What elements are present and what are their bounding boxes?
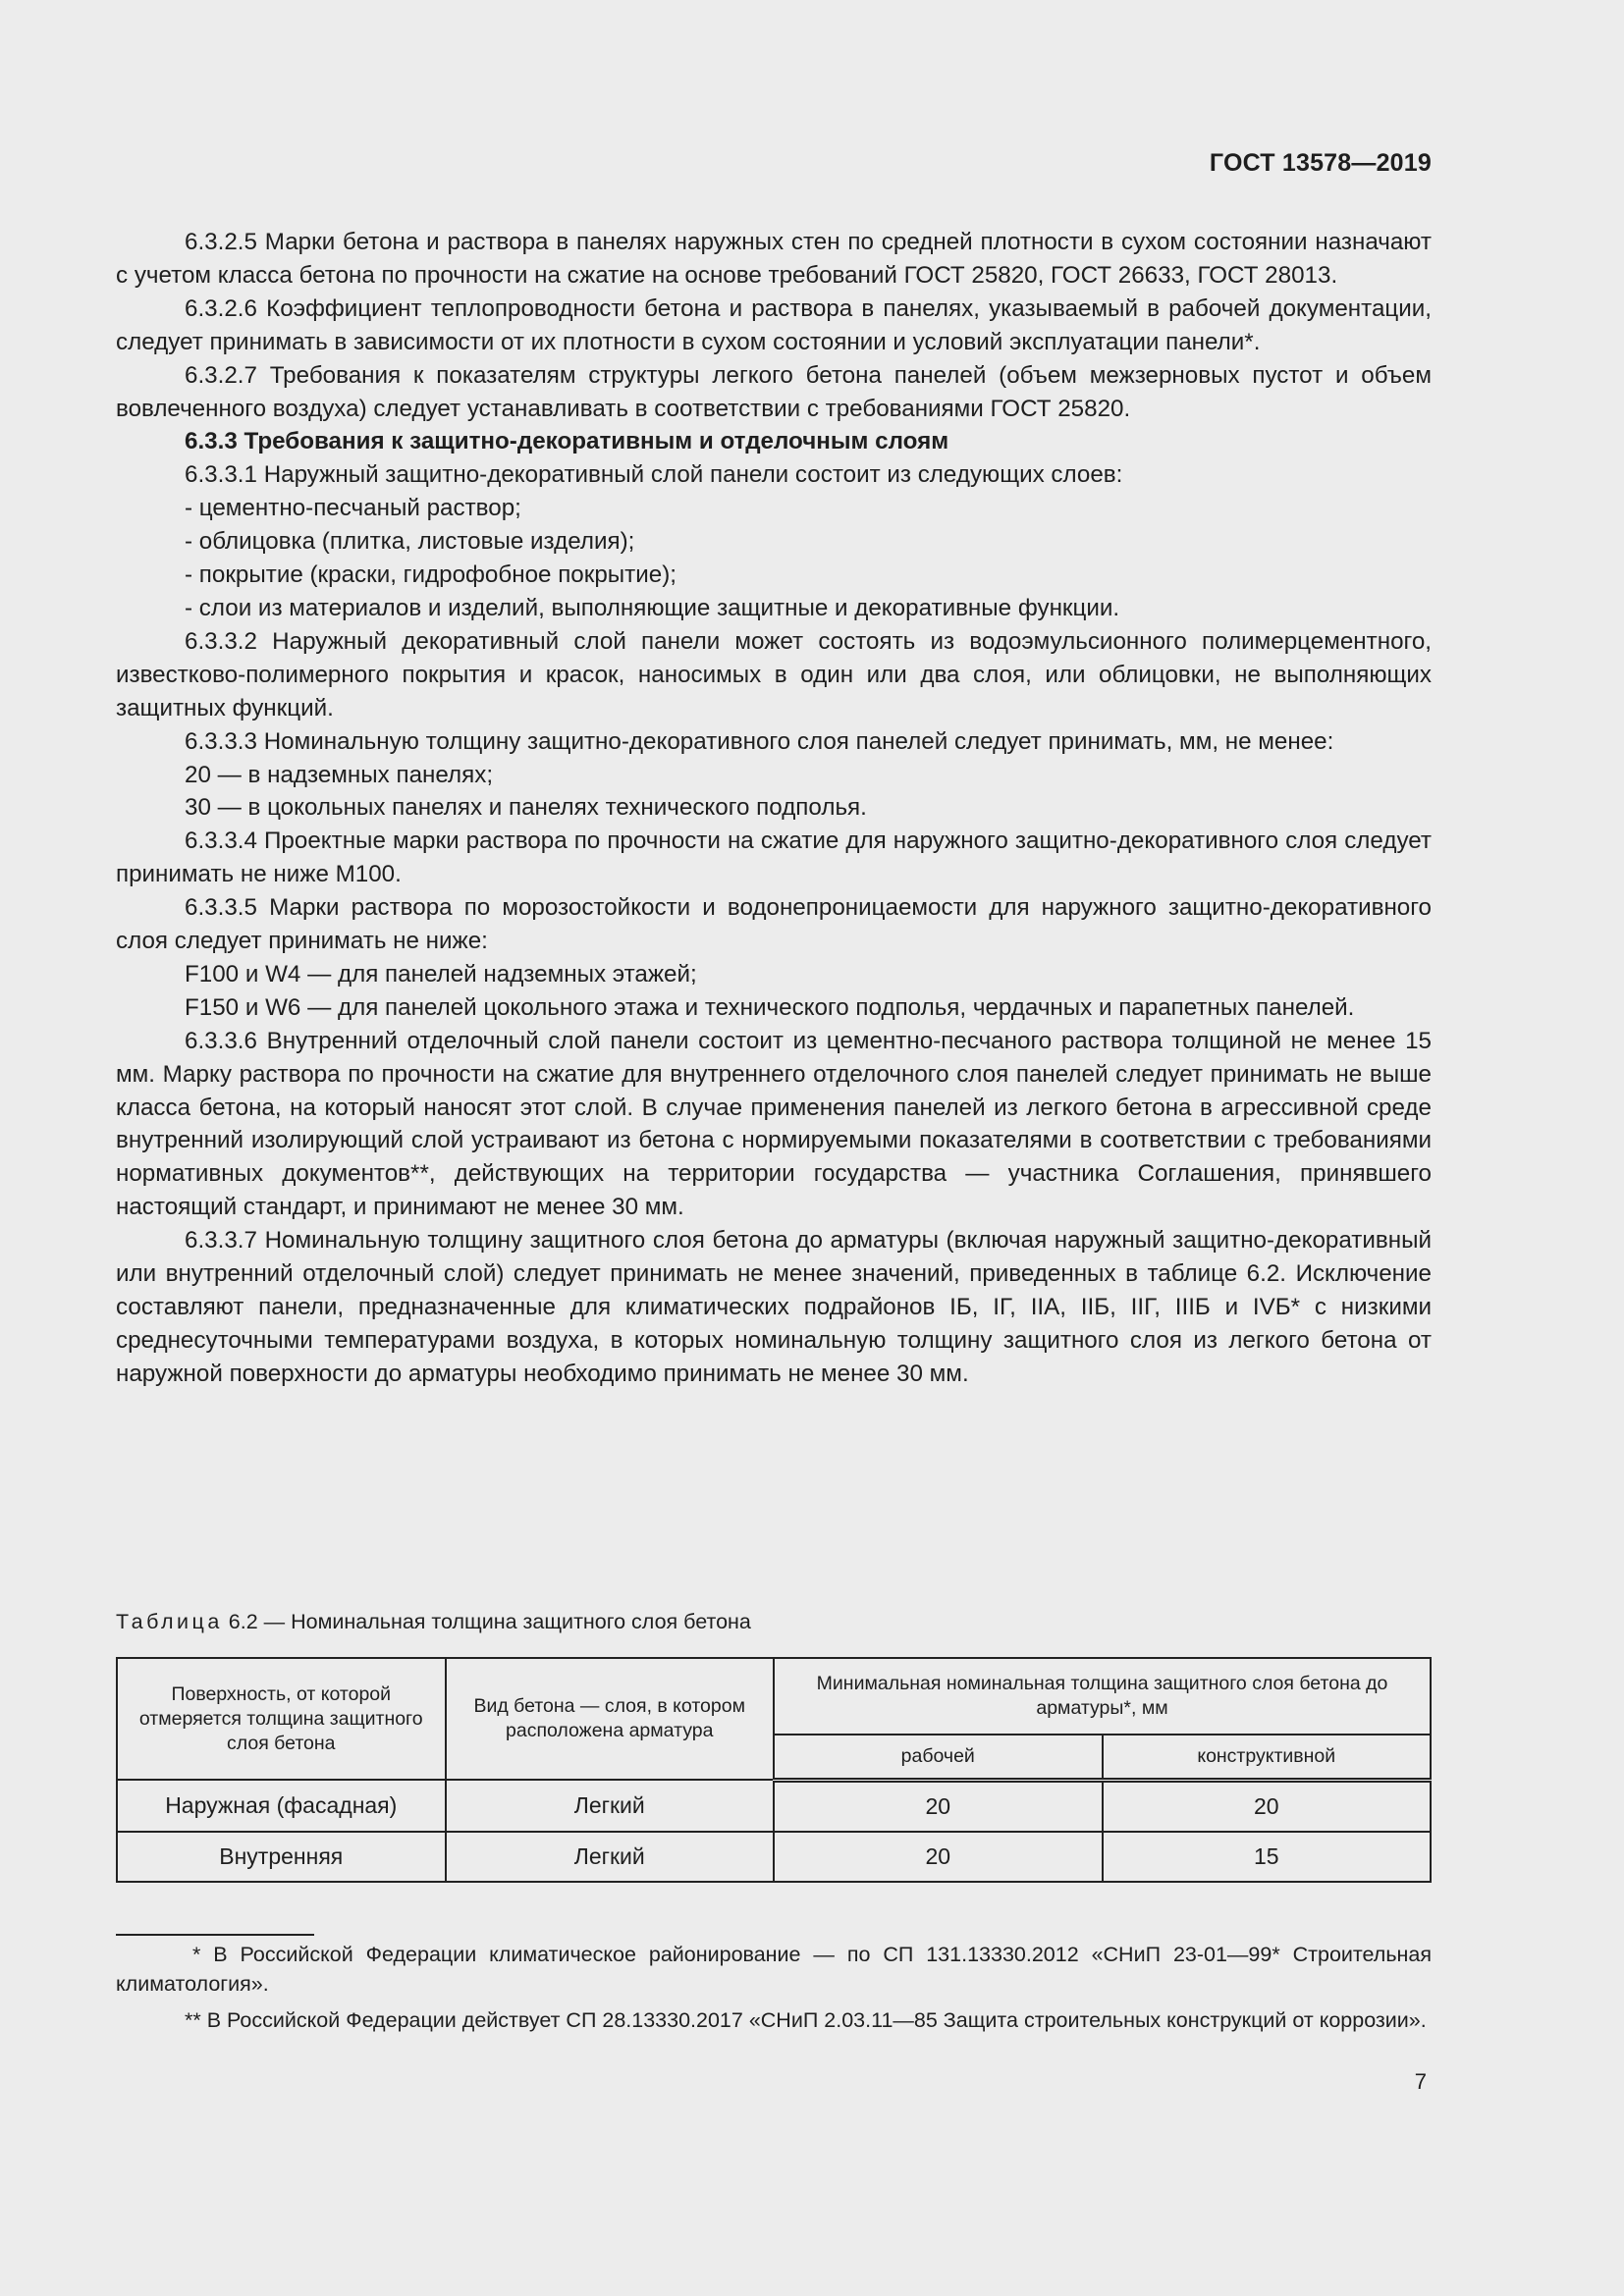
section-heading-6-3-3: 6.3.3 Требования к защитно-декоративным и отделочным слоям xyxy=(185,428,949,455)
table-row xyxy=(117,1780,1431,1832)
paragraph-6-3-3-6: 6.3.3.6 Внутренний отделочный слой панели состоит из цементно-песчаного раствора толщиной не менее 15 мм. Марку раствора по прочности на сжатие для внутреннего отделочного слоя панелей следует принимать не выше класса бетона, на который наносят этот слой. В случае применения панелей из легкого бетона в агрессивной среде внутренний изолирующий слой устраивают из бетона с нормируемыми показателями в соответствии с требованиями нормативных документов**, действующих на территории государства — участника Соглашения, принявшего настоящий стандарт, и принимают не менее 30 мм. xyxy=(116,1027,1432,1221)
paragraph-6-3-3-2: 6.3.3.2 Наружный декоративный слой панели может состоять из водоэмульсионного полимерцементного, известково-полимерного покрытия и красок, наносимых в один или два слоя, или облицовки, не выполняющих защитных функций. xyxy=(116,627,1432,721)
cell-structural: 20 xyxy=(1103,1780,1432,1832)
body-text xyxy=(116,226,1432,1391)
header-min-thickness: Минимальная номинальная толщина защитного слоя бетона до арматуры*, мм xyxy=(774,1658,1431,1735)
footnotes xyxy=(116,1940,1432,2042)
list-item: - покрытие (краски, гидрофобное покрытие); xyxy=(185,561,677,589)
document-code: ГОСТ 13578—2019 xyxy=(1209,149,1432,177)
footnote-2-text: ** В Российской Федерации действует СП 28.13330.2017 «СНиП 2.03.11—85 Защита строительных конструкций от коррозии». xyxy=(185,2008,1427,2032)
paragraph-6-3-2-7: 6.3.2.7 Требования к показателям структуры легкого бетона панелей (объем межзерновых пустот и объем вовлеченного воздуха) следует устанавливать в соответствии с требованиями ГОСТ 25820. xyxy=(116,361,1432,422)
list-item: - цементно-песчаный раствор; xyxy=(185,495,521,522)
list-item: 30 — в цокольных панелях и панелях технического подполья. xyxy=(185,794,867,822)
header-concrete-type: Вид бетона — слоя, в котором расположена арматура xyxy=(446,1658,775,1780)
table-caption-text: 6.2 — Номинальная толщина защитного слоя бетона xyxy=(222,1610,751,1633)
paragraph-6-3-2-6: 6.3.2.6 Коэффициент теплопроводности бетона и раствора в панелях, указываемый в рабочей документации, следует принимать в зависимости от их плотности в сухом состоянии и условий эксплуатации панели*. xyxy=(116,294,1432,355)
list-item: - облицовка (плитка, листовые изделия); xyxy=(185,528,635,556)
paragraph-6-3-3-3: 6.3.3.3 Номинальную толщину защитно-декоративного слоя панелей следует принимать, мм, не менее: xyxy=(185,727,1334,755)
list-item: F150 и W6 — для панелей цокольного этажа и технического подполья, чердачных и парапетных панелей. xyxy=(185,993,1355,1021)
table-caption-label: Таблица xyxy=(116,1610,223,1633)
page-number: 7 xyxy=(1414,2069,1427,2094)
paragraph-6-3-3-4: 6.3.3.4 Проектные марки раствора по прочности на сжатие для наружного защитно-декоративного слоя следует принимать не ниже М100. xyxy=(116,828,1432,888)
footnote-1 xyxy=(116,1940,1432,1999)
list-item: - слои из материалов и изделий, выполняющие защитные и декоративные функции. xyxy=(185,594,1120,621)
cell-concrete: Легкий xyxy=(446,1780,775,1832)
header-structural: конструктивной xyxy=(1103,1735,1432,1780)
paragraph-6-3-3-1: 6.3.3.1 Наружный защитно-декоративный слой панели состоит из следующих слоев: xyxy=(185,461,1123,489)
list-item: F100 и W4 — для панелей надземных этажей; xyxy=(185,960,697,988)
cell-surface: Наружная (фасадная) xyxy=(117,1780,446,1832)
footnote-1-text: * В Российской Федерации климатическое районирование — по СП 131.13330.2012 «СНиП 23-01—99* Строительная климатология». xyxy=(116,1943,1432,1996)
table-row xyxy=(117,1832,1431,1882)
cell-surface: Внутренняя xyxy=(117,1832,446,1882)
list-item: 20 — в надземных панелях; xyxy=(185,761,494,788)
paragraph-6-3-2-5: 6.3.2.5 Марки бетона и раствора в панелях наружных стен по средней плотности в сухом состоянии назначают с учетом класса бетона по прочности на сжатие на основе требований ГОСТ 25820, ГОСТ 26633, ГОСТ 28013. xyxy=(116,229,1432,289)
header-working: рабочей xyxy=(774,1735,1103,1780)
footnote-2 xyxy=(116,2005,1432,2035)
cell-concrete: Легкий xyxy=(446,1832,775,1882)
paragraph-6-3-3-7: 6.3.3.7 Номинальную толщину защитного слоя бетона до арматуры (включая наружный защитно-декоративный или внутренний отделочный слой) следует принимать не менее значений, приведенных в таблице 6.2. Исключение составляют панели, предназначенные для климатических подрайонов IБ, IГ, IIА, IIБ, IIГ, IIIБ и IVБ* с низкими среднесуточными температурами воздуха, в которых номинальную толщину защитного слоя из легкого бетона от наружной поверхности до арматуры необходимо принимать не менее 30 мм. xyxy=(116,1227,1432,1387)
header-surface: Поверхность, от которой отмеряется толщина защитного слоя бетона xyxy=(117,1658,446,1780)
table-caption xyxy=(116,1610,751,1634)
cell-working: 20 xyxy=(774,1780,1103,1832)
cell-working: 20 xyxy=(774,1832,1103,1882)
footnote-divider xyxy=(116,1934,314,1936)
paragraph-6-3-3-5: 6.3.3.5 Марки раствора по морозостойкости и водонепроницаемости для наружного защитно-декоративного слоя следует принимать не ниже: xyxy=(116,894,1432,955)
cell-structural: 15 xyxy=(1103,1832,1432,1882)
thickness-table xyxy=(116,1657,1432,1883)
